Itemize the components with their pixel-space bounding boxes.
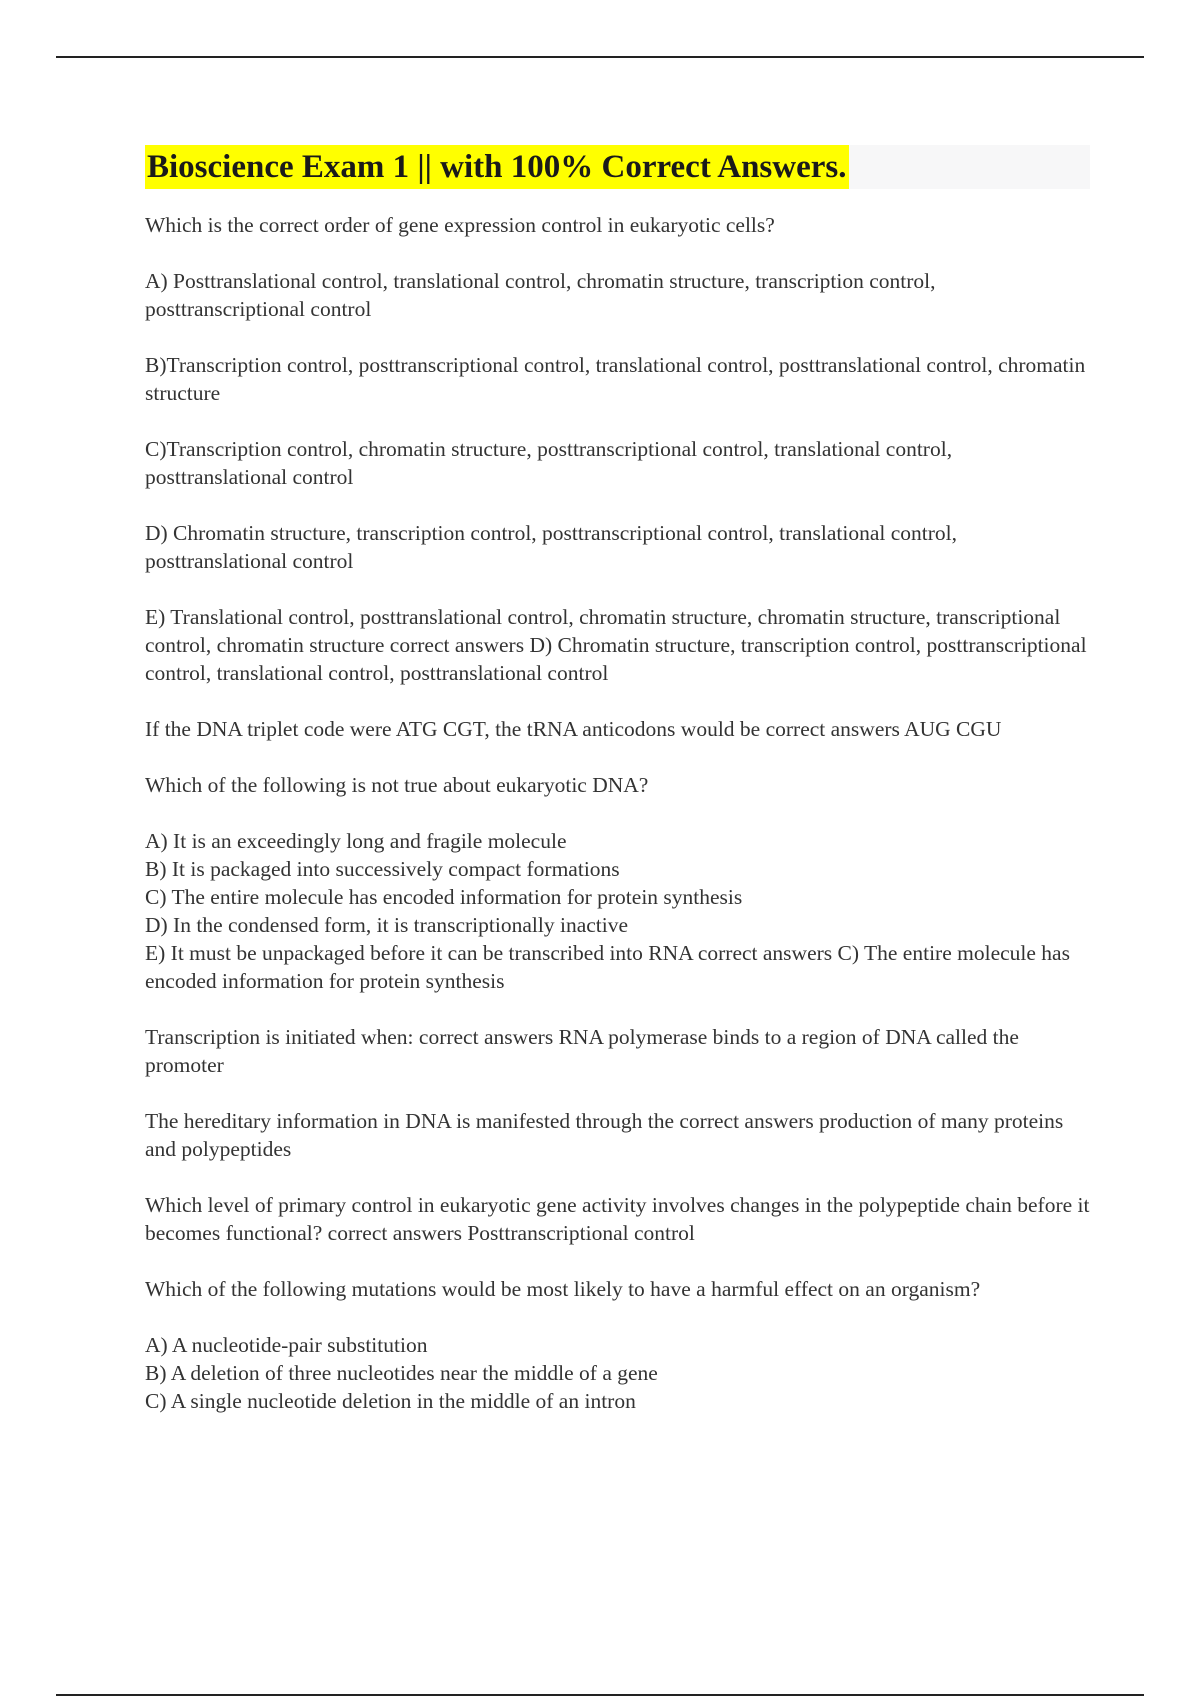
- title-row: [145, 145, 1090, 189]
- question-1: Which is the correct order of gene expression control in eukaryotic cells?: [145, 213, 775, 237]
- question-4-with-answer: Transcription is initiated when: correct answers RNA polymerase binds to a region of DNA called the promoter: [145, 1025, 1019, 1077]
- question-3-option: D) In the condensed form, it is transcriptionally inactive: [145, 913, 629, 937]
- question-3-option: B) It is packaged into successively compact formations: [145, 857, 620, 881]
- question-7-option: A) A nucleotide-pair substitution: [145, 1333, 428, 1357]
- question-1-option-e-answer: E) Translational control, posttranslational control, chromatin structure, chromatin structure, transcriptional control, chromatin structure correct answers D) Chromatin structure, transcription control, posttranscriptional control, translational control, posttranslational control: [145, 605, 1087, 685]
- top-rule: [56, 56, 1144, 58]
- question-7: Which of the following mutations would be most likely to have a harmful effect on an organism?: [145, 1277, 981, 1301]
- question-5-with-answer: The hereditary information in DNA is manifested through the correct answers production of many proteins and polypeptides: [145, 1109, 1064, 1161]
- bottom-rule: [56, 1694, 1144, 1696]
- question-7-option: B) A deletion of three nucleotides near the middle of a gene: [145, 1361, 658, 1385]
- document-title: Bioscience Exam 1 || with 100% Correct Answers.: [145, 145, 849, 189]
- question-3-options: [145, 827, 1090, 995]
- question-7-option: C) A single nucleotide deletion in the middle of an intron: [145, 1389, 636, 1413]
- question-3-option-answer: E) It must be unpackaged before it can be transcribed into RNA correct answers C) The entire molecule has encoded information for protein synthesis: [145, 941, 1070, 993]
- question-1-option-d: D) Chromatin structure, transcription control, posttranscriptional control, translational control, posttranslational control: [145, 521, 958, 573]
- question-1-option-b: B)Transcription control, posttranscriptional control, translational control, posttranslational control, chromatin structure: [145, 353, 1086, 405]
- question-1-option-a: A) Posttranslational control, translational control, chromatin structure, transcription control, posttranscriptional control: [145, 269, 936, 321]
- question-3-option: C) The entire molecule has encoded information for protein synthesis: [145, 885, 743, 909]
- document-body: [145, 145, 1090, 1443]
- question-3-option: A) It is an exceedingly long and fragile molecule: [145, 829, 567, 853]
- question-7-options: [145, 1331, 1090, 1415]
- question-3: Which of the following is not true about eukaryotic DNA?: [145, 773, 649, 797]
- question-2-with-answer: If the DNA triplet code were ATG CGT, the tRNA anticodons would be correct answers AUG CGU: [145, 717, 1002, 741]
- question-6-with-answer: Which level of primary control in eukaryotic gene activity involves changes in the polypeptide chain before it becomes functional? correct answers Posttranscriptional control: [145, 1193, 1090, 1245]
- question-1-option-c: C)Transcription control, chromatin structure, posttranscriptional control, translational control, posttranslational control: [145, 437, 953, 489]
